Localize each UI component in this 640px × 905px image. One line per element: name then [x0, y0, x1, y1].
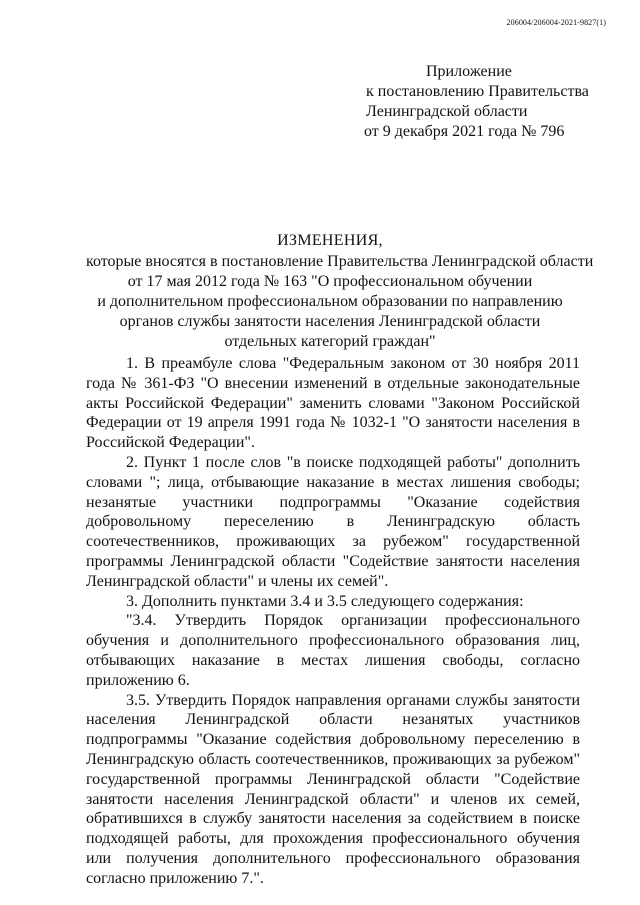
- appendix-line-2: к постановлению Правительства: [366, 83, 589, 100]
- document-code: 206004/206004-2021-9827(1): [506, 18, 606, 27]
- appendix-line-1: Приложение: [426, 63, 512, 80]
- paragraph-3: 3. Дополнить пунктами 3.4 и 3.5 следующего содержания:: [126, 592, 524, 610]
- paragraph-3-5: 3.5. Утвердить Порядок направления органами службы занятости населения Ленинградской области незанятых участников подпрограммы "Оказание содействия добровольному переселению в Ленинградскую область соотечественников, проживающих за рубежом" государственной программы Ленинградской области "Содействие занятости населения Ленинградской области" и членов их семей, обратившихся в службу занятости населения за содействием в поиске подходящей работы, для прохождения профессионального обучения или получения дополнительного профессионального образования согласно приложению 7.".: [86, 691, 580, 887]
- paragraph-2: 2. Пункт 1 после слов "в поиске подходящей работы" дополнить словами "; лица, отбывающие наказание в местах лишения свободы; незанятые участники подпрограммы "Оказание содействия добровольному переселению в Ленинградскую область соотечественников, проживающих за рубежом" государственной программы Ленинградской области "Содействие занятости населения Ленинградской области" и члены их семей".: [86, 453, 580, 590]
- document-body: [86, 354, 580, 889]
- title-line-3: и дополнительном профессиональном образовании по направлению: [97, 293, 563, 310]
- paragraph-3-4: "3.4. Утвердить Порядок организации профессионального обучения и дополнительного профессионального образования лиц, отбывающих наказание в местах лишения свободы, согласно приложению 6.: [86, 612, 580, 689]
- title-line-2: от 17 мая 2012 года № 163 "О профессиональном обучении: [127, 273, 533, 290]
- appendix-line-3: Ленинградской области: [366, 103, 528, 120]
- title-line-5: отдельных категорий граждан": [224, 333, 436, 350]
- document-title: [86, 231, 594, 352]
- title-line-1: которые вносятся в постановление Правительства Ленинградской области: [86, 253, 594, 270]
- appendix-block: [360, 62, 589, 142]
- appendix-line-4: от 9 декабря 2021 года № 796: [364, 123, 565, 140]
- title-line-4: органов службы занятости населения Ленинградской области: [119, 313, 541, 330]
- title-heading: ИЗМЕНЕНИЯ,: [277, 232, 383, 249]
- paragraph-1: 1. В преамбуле слова "Федеральным законом от 30 ноября 2011 года № 361-ФЗ "О внесении изменений в отдельные законодательные акты Российской Федерации" заменить словами "Законом Российской Федерации от 19 апреля 1991 года № 1032-1 "О занятости населения в Российской Федерации".: [86, 355, 580, 452]
